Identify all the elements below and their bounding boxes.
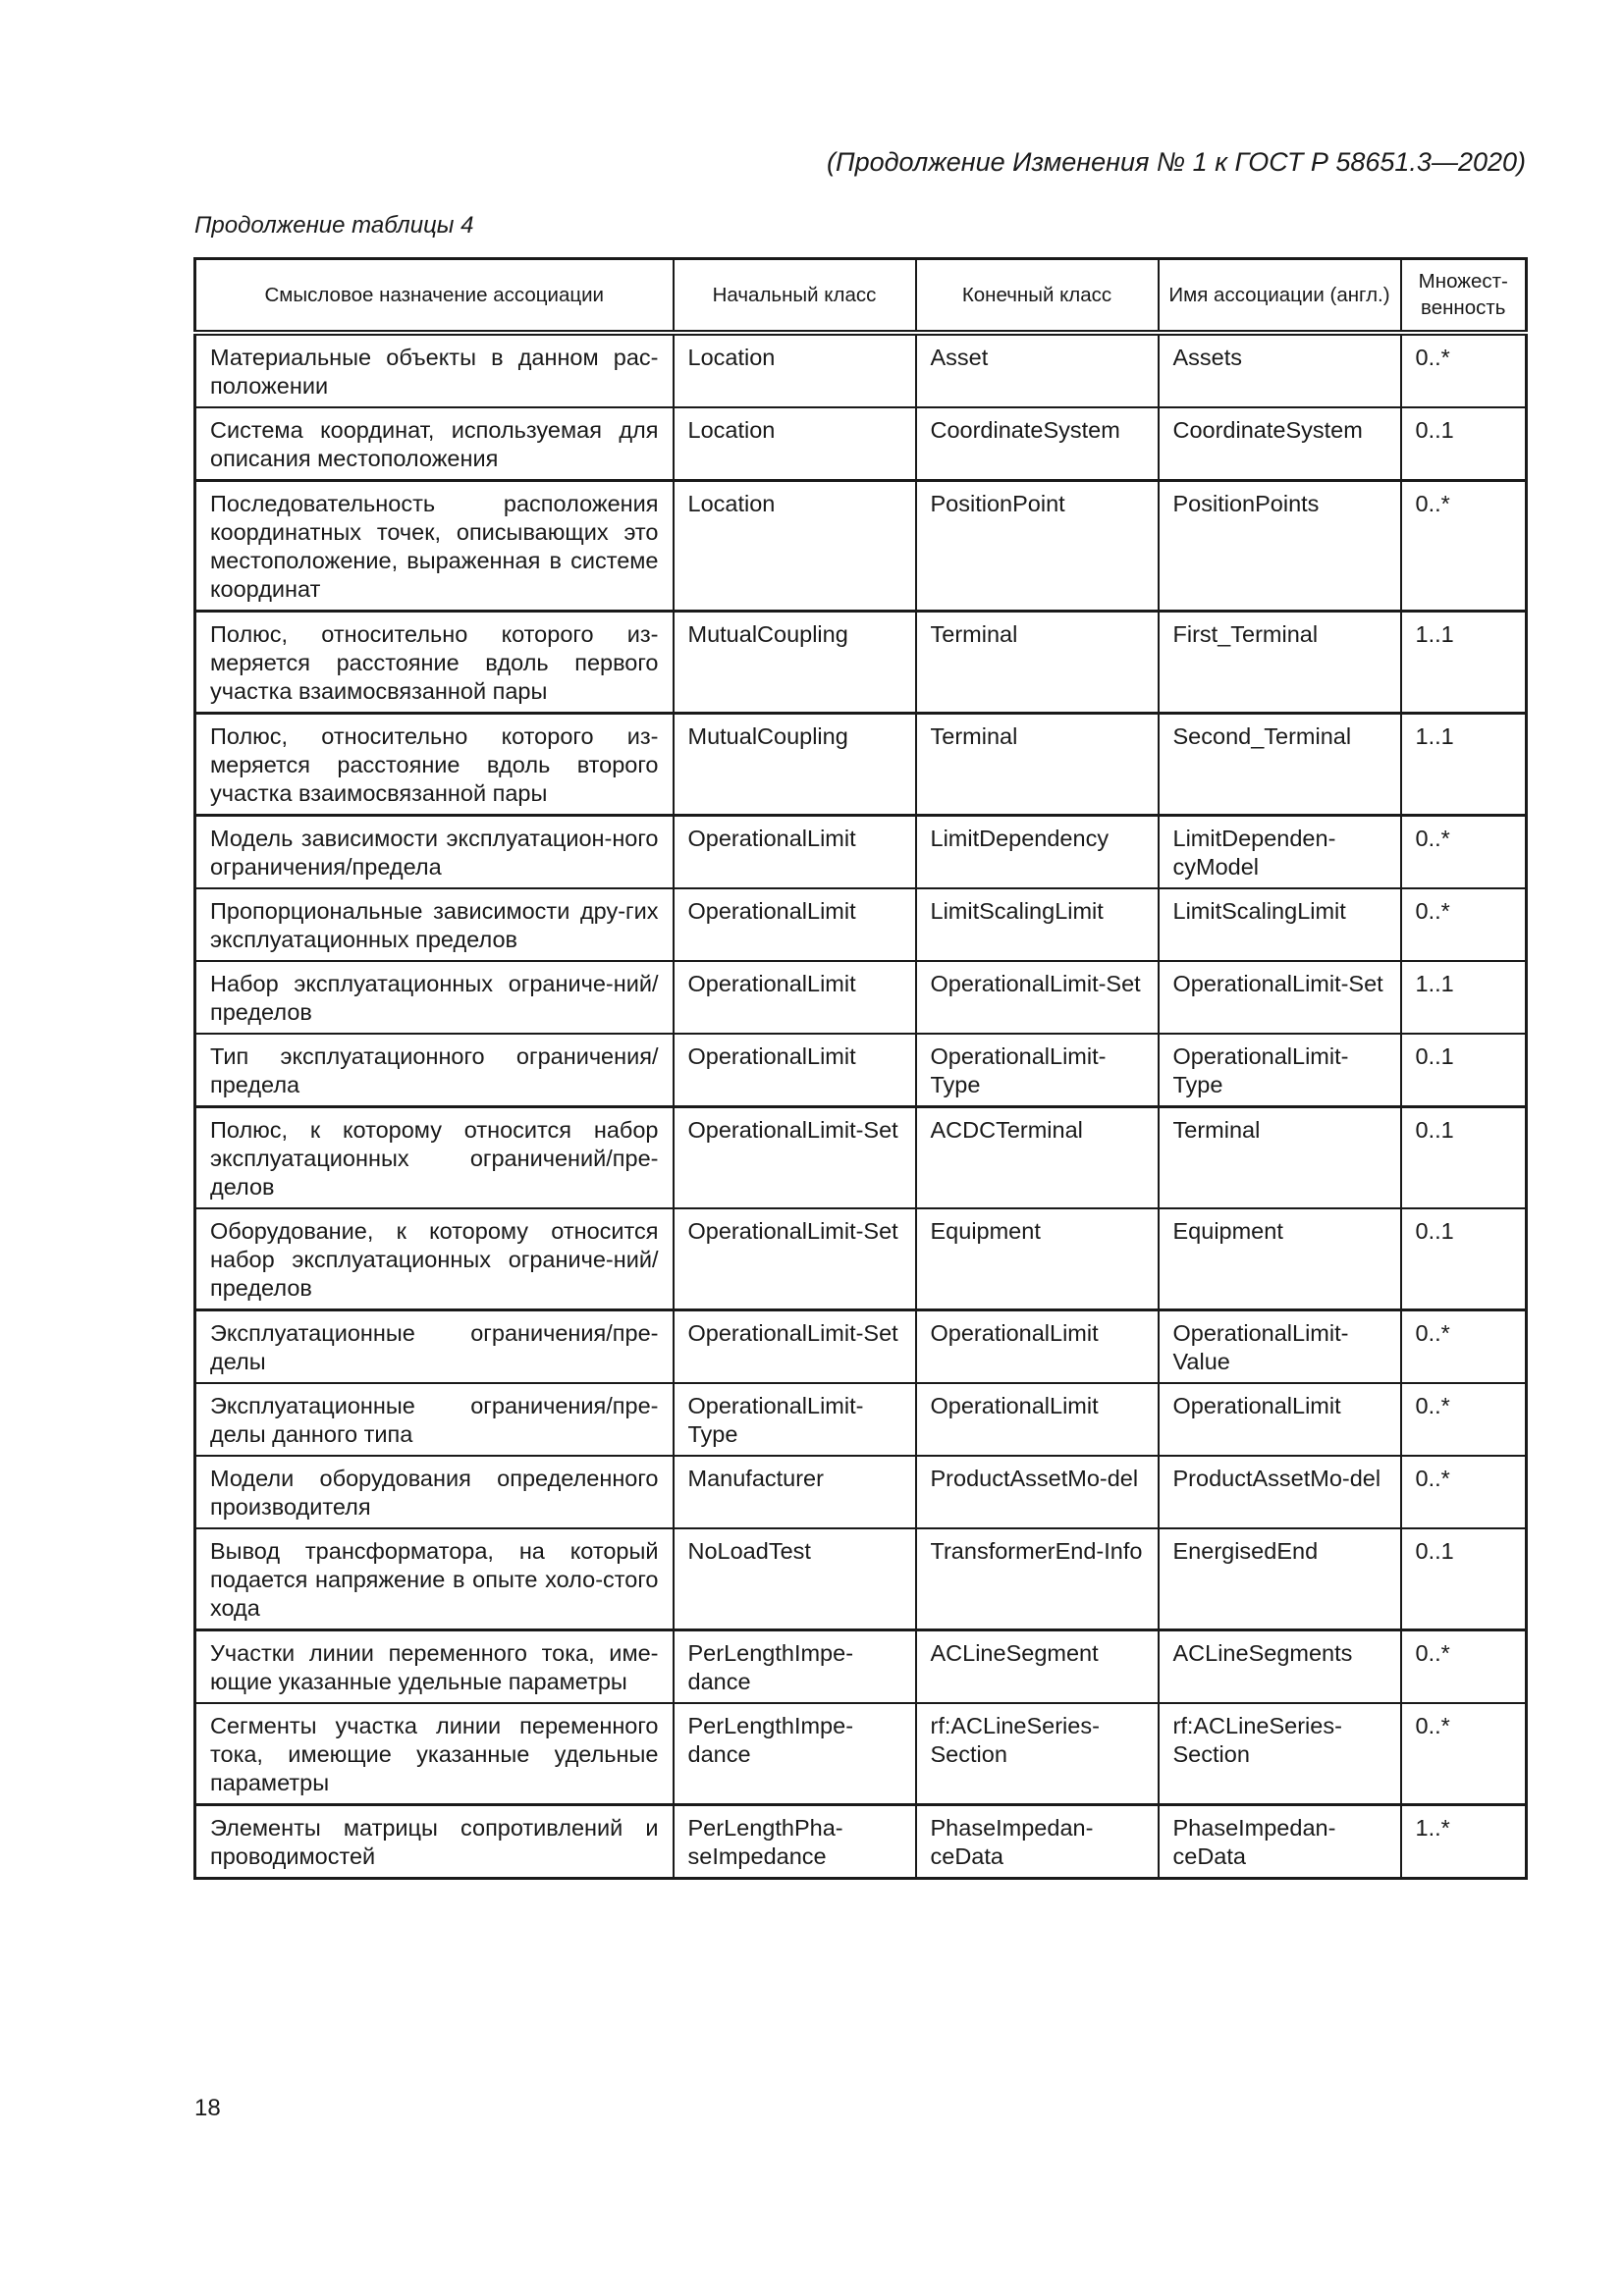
table-row — [195, 1034, 1527, 1107]
table-row — [195, 1528, 1527, 1630]
cell-end-class: Asset — [916, 333, 1159, 407]
cell-purpose: Сегменты участка линии переменного тока, имеющие указанные удельные параметры — [195, 1703, 674, 1805]
cell-multiplicity: 0..1 — [1401, 1106, 1527, 1208]
cell-multiplicity: 0..* — [1401, 888, 1527, 961]
cell-association-name: LimitDependen-cyModel — [1159, 815, 1401, 888]
header-association-name: Имя ассоциации (англ.) — [1159, 259, 1401, 333]
table-header — [195, 259, 1527, 333]
cell-association-name: ProductAssetMo-del — [1159, 1456, 1401, 1528]
table-row — [195, 1456, 1527, 1528]
cell-association-name: OperationalLimit-Type — [1159, 1034, 1401, 1107]
cell-end-class: Terminal — [916, 611, 1159, 713]
cell-multiplicity: 0..* — [1401, 1383, 1527, 1456]
header-multiplicity: Множест-венность — [1401, 259, 1527, 333]
table-row — [195, 1383, 1527, 1456]
table-row — [195, 1106, 1527, 1208]
cell-end-class: PositionPoint — [916, 480, 1159, 611]
cell-purpose: Вывод трансформатора, на который подается напряжение в опыте холо-стого хода — [195, 1528, 674, 1630]
cell-start-class: MutualCoupling — [674, 713, 916, 815]
cell-start-class: Location — [674, 333, 916, 407]
cell-purpose: Элементы матрицы сопротивлений и проводимостей — [195, 1804, 674, 1878]
cell-association-name: First_Terminal — [1159, 611, 1401, 713]
cell-start-class: NoLoadTest — [674, 1528, 916, 1630]
cell-purpose: Материальные объекты в данном рас-положении — [195, 333, 674, 407]
cell-purpose: Оборудование, к которому относится набор эксплуатационных ограниче-ний/пределов — [195, 1208, 674, 1310]
table-row — [195, 333, 1527, 407]
cell-multiplicity: 0..1 — [1401, 1528, 1527, 1630]
cell-purpose: Набор эксплуатационных ограниче-ний/пределов — [195, 961, 674, 1034]
cell-multiplicity: 0..1 — [1401, 1034, 1527, 1107]
cell-start-class: OperationalLimit-Set — [674, 1309, 916, 1383]
cell-start-class: OperationalLimit-Set — [674, 1106, 916, 1208]
table-row — [195, 1703, 1527, 1805]
cell-association-name: OperationalLimit-Value — [1159, 1309, 1401, 1383]
cell-association-name: OperationalLimit — [1159, 1383, 1401, 1456]
table-row — [195, 480, 1527, 611]
cell-multiplicity: 1..1 — [1401, 713, 1527, 815]
cell-start-class: MutualCoupling — [674, 611, 916, 713]
cell-end-class: rf:ACLineSeries-Section — [916, 1703, 1159, 1805]
cell-association-name: Second_Terminal — [1159, 713, 1401, 815]
cell-multiplicity: 1..1 — [1401, 961, 1527, 1034]
cell-association-name: EnergisedEnd — [1159, 1528, 1401, 1630]
cell-purpose: Тип эксплуатационного ограничения/ предела — [195, 1034, 674, 1107]
cell-association-name: ACLineSegments — [1159, 1629, 1401, 1703]
cell-multiplicity: 0..* — [1401, 1629, 1527, 1703]
cell-association-name: rf:ACLineSeries-Section — [1159, 1703, 1401, 1805]
table-row — [195, 888, 1527, 961]
table-row — [195, 1309, 1527, 1383]
cell-multiplicity: 0..* — [1401, 1703, 1527, 1805]
cell-multiplicity: 0..1 — [1401, 407, 1527, 481]
cell-start-class: Location — [674, 407, 916, 481]
cell-end-class: ProductAssetMo-del — [916, 1456, 1159, 1528]
cell-association-name: PhaseImpedan-ceData — [1159, 1804, 1401, 1878]
cell-purpose: Полюс, к которому относится набор эксплуатационных ограничений/пре-делов — [195, 1106, 674, 1208]
cell-start-class: OperationalLimit-Type — [674, 1383, 916, 1456]
table-body — [195, 333, 1527, 1879]
cell-association-name: Equipment — [1159, 1208, 1401, 1310]
page-number: 18 — [194, 2095, 221, 2121]
cell-multiplicity: 1..1 — [1401, 611, 1527, 713]
cell-end-class: LimitScalingLimit — [916, 888, 1159, 961]
cell-end-class: CoordinateSystem — [916, 407, 1159, 481]
cell-multiplicity: 0..* — [1401, 1309, 1527, 1383]
cell-multiplicity: 0..1 — [1401, 1208, 1527, 1310]
cell-start-class: PerLengthPha-seImpedance — [674, 1804, 916, 1878]
cell-start-class: OperationalLimit — [674, 1034, 916, 1107]
table-row — [195, 407, 1527, 481]
cell-end-class: PhaseImpedan-ceData — [916, 1804, 1159, 1878]
table-row — [195, 815, 1527, 888]
cell-start-class: OperationalLimit — [674, 888, 916, 961]
cell-end-class: Equipment — [916, 1208, 1159, 1310]
cell-end-class: LimitDependency — [916, 815, 1159, 888]
cell-start-class: PerLengthImpe-dance — [674, 1703, 916, 1805]
cell-multiplicity: 1..* — [1401, 1804, 1527, 1878]
table-row — [195, 961, 1527, 1034]
header-start-class: Начальный класс — [674, 259, 916, 333]
table-row — [195, 1629, 1527, 1703]
cell-association-name: PositionPoints — [1159, 480, 1401, 611]
cell-multiplicity: 0..* — [1401, 333, 1527, 407]
cell-start-class: OperationalLimit — [674, 961, 916, 1034]
cell-association-name: OperationalLimit-Set — [1159, 961, 1401, 1034]
cell-purpose: Модели оборудования определенного производителя — [195, 1456, 674, 1528]
cell-purpose: Участки линии переменного тока, име-ющие указанные удельные параметры — [195, 1629, 674, 1703]
cell-start-class: PerLengthImpe-dance — [674, 1629, 916, 1703]
cell-purpose: Пропорциональные зависимости дру-гих эксплуатационных пределов — [195, 888, 674, 961]
cell-end-class: OperationalLimit — [916, 1309, 1159, 1383]
cell-purpose: Модель зависимости эксплуатацион-ного ограничения/предела — [195, 815, 674, 888]
running-header: (Продолжение Изменения № 1 к ГОСТ Р 58651.3—2020) — [827, 147, 1526, 177]
cell-start-class: Location — [674, 480, 916, 611]
table-row — [195, 1804, 1527, 1878]
table-row — [195, 713, 1527, 815]
cell-end-class: ACDCTerminal — [916, 1106, 1159, 1208]
cell-purpose: Последовательность расположения координатных точек, описывающих это местоположение, выраженная в системе координат — [195, 480, 674, 611]
cell-end-class: OperationalLimit-Set — [916, 961, 1159, 1034]
table-row — [195, 1208, 1527, 1310]
header-purpose: Смысловое назначение ассоциации — [195, 259, 674, 333]
cell-purpose: Эксплуатационные ограничения/пре-делы — [195, 1309, 674, 1383]
cell-purpose: Полюс, относительно которого из-меряется расстояние вдоль первого участка взаимосвязанной пары — [195, 611, 674, 713]
cell-end-class: OperationalLimit-Type — [916, 1034, 1159, 1107]
cell-start-class: Manufacturer — [674, 1456, 916, 1528]
cell-purpose: Система координат, используемая для описания местоположения — [195, 407, 674, 481]
association-table — [193, 257, 1528, 1880]
cell-end-class: OperationalLimit — [916, 1383, 1159, 1456]
cell-association-name: Assets — [1159, 333, 1401, 407]
cell-end-class: TransformerEnd-Info — [916, 1528, 1159, 1630]
cell-association-name: Terminal — [1159, 1106, 1401, 1208]
cell-association-name: CoordinateSystem — [1159, 407, 1401, 481]
cell-start-class: OperationalLimit — [674, 815, 916, 888]
cell-start-class: OperationalLimit-Set — [674, 1208, 916, 1310]
cell-multiplicity: 0..* — [1401, 815, 1527, 888]
cell-purpose: Полюс, относительно которого из-меряется расстояние вдоль второго участка взаимосвязанной пары — [195, 713, 674, 815]
cell-purpose: Эксплуатационные ограничения/пре-делы данного типа — [195, 1383, 674, 1456]
cell-multiplicity: 0..* — [1401, 480, 1527, 611]
table-caption: Продолжение таблицы 4 — [194, 212, 474, 239]
cell-end-class: Terminal — [916, 713, 1159, 815]
cell-multiplicity: 0..* — [1401, 1456, 1527, 1528]
cell-end-class: ACLineSegment — [916, 1629, 1159, 1703]
table-row — [195, 611, 1527, 713]
cell-association-name: LimitScalingLimit — [1159, 888, 1401, 961]
header-end-class: Конечный класс — [916, 259, 1159, 333]
